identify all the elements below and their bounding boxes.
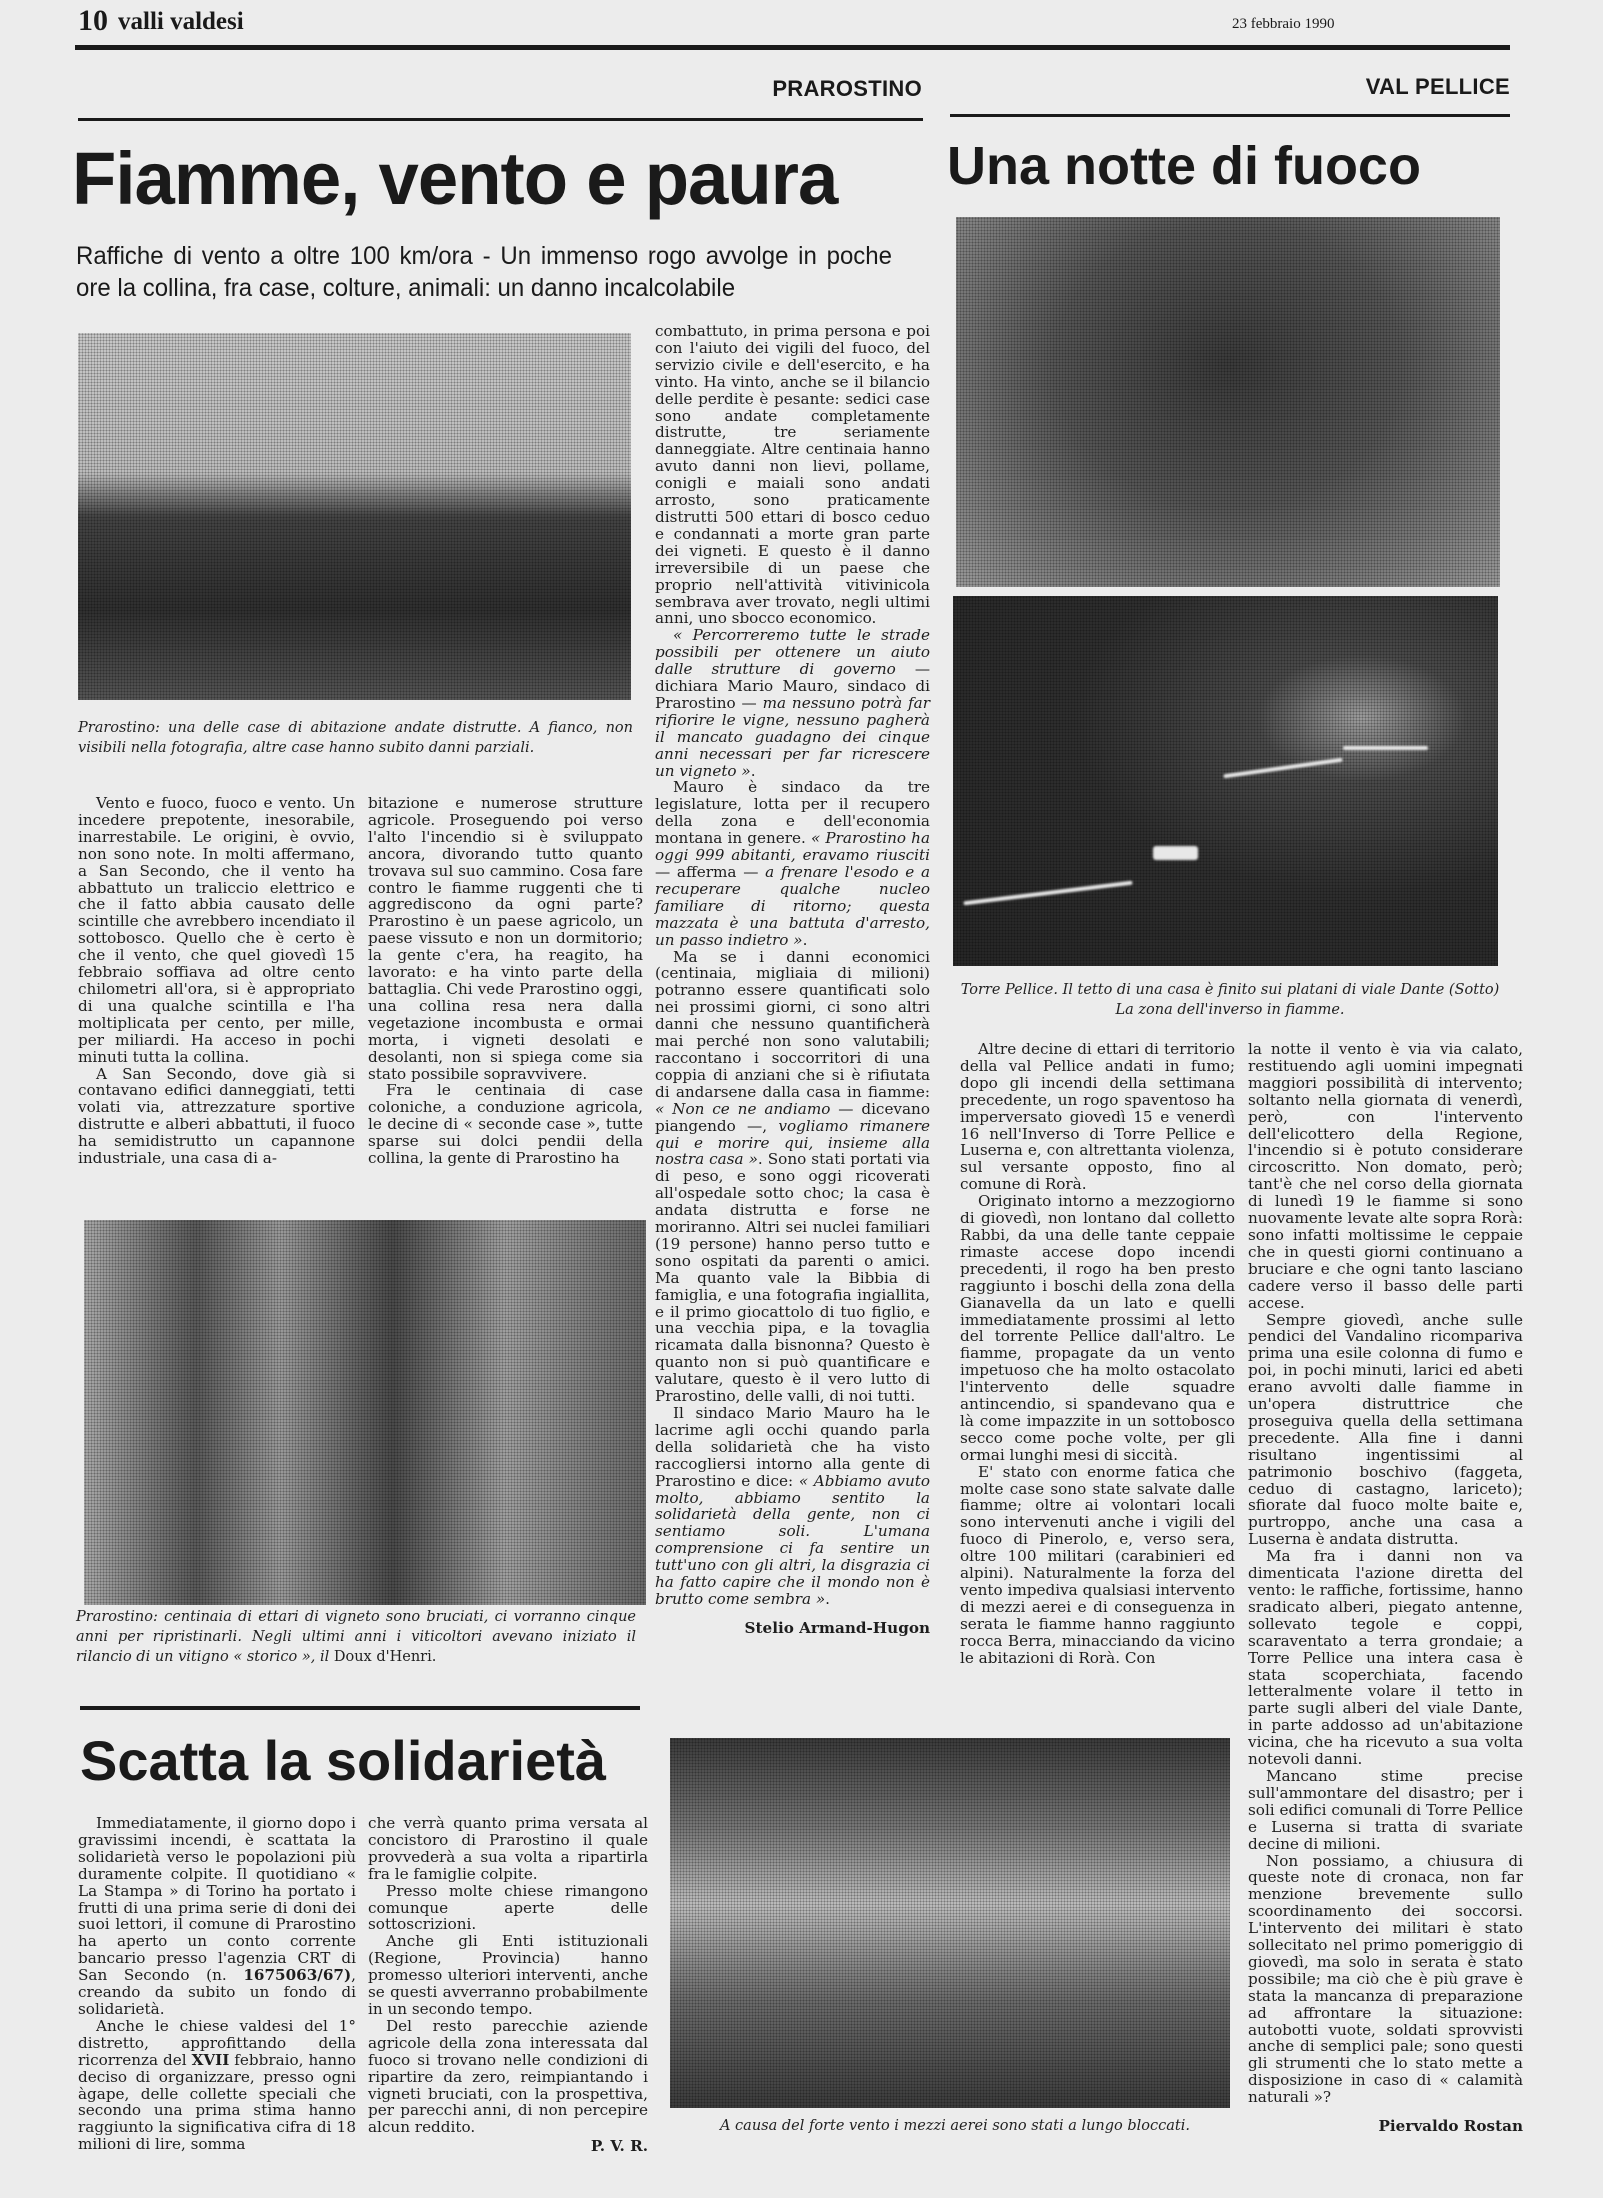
paragraph: Presso molte chiese rimangono comunque aperte delle sottoscrizioni.: [368, 1881, 648, 1934]
paragraph: che verrà quanto prima versata al concistoro di Prarostino il quale provvederà a sua volta a ripartirla fra le famiglie colpite.: [368, 1814, 648, 1883]
quote: a frenare l'esodo e a recuperare qualche nucleo familiare di ritorno; questa mazzata è una battuta d'arresto, un passo indietro »: [655, 863, 930, 949]
text: Il sindaco Mario Mauro ha le lacrime agli occhi quando parla della solidarietà che ha visto raccogliersi intorno alla gente di Prarostino e dice:: [655, 1404, 930, 1490]
text: — afferma —: [655, 863, 766, 881]
right-headline: Una notte di fuoco: [947, 136, 1421, 196]
right-article-column-2: [1248, 1041, 1523, 2135]
photo-roof-in-trees: [956, 217, 1500, 587]
section-rule-left: [78, 118, 923, 121]
main-subhead: Raffiche di vento a oltre 100 km/ora - Un immenso rogo avvolge in poche ore la collina, fra case, colture, animali: un danno incalcolabile: [76, 242, 892, 302]
text: Anche le chiese valdesi del 1° distretto, approfittando della ricorrenza del: [78, 2016, 356, 2069]
caption-vineyard: [76, 1607, 636, 1667]
paragraph: Non possiamo, a chiusura di queste note di cronaca, non far menzione brevemente sullo scoordinamento dei soccorsi. L'intervento dei militari è stato sollecitato nel primo pomeriggio di giovedì, ma solo in serata è stato possibile; ma ciò che è più grave è stata la mancanza di preparazione ad affrontare la situazione: autobotti vuote, soldati sprovvisti anche di semplici pale; sono questi gli strumenti che lo stato mette a disposizione in caso di « calamità naturali »?: [1248, 1851, 1523, 2107]
caption-destroyed-house: Prarostino: una delle case di abitazione andate distrutte. A fianco, non visibili nella fotografia, altre case hanno subito danni parziali.: [78, 720, 633, 756]
byline-pvr: P. V. R.: [590, 2137, 648, 2156]
text: .: [825, 1589, 830, 1608]
solidarity-column-1: [78, 1815, 356, 2153]
paragraph: [78, 2018, 356, 2153]
text: Immediatamente, il giorno dopo i gravissimi incendi, è scattata la solidarietà verso le popolazioni più duramente colpite. Il quotidiano « La Stampa » di Torino ha portato i frutti di una prima serie di doni dei suoi lettori, il comune di Prarostino ha aperto un conto corrente bancario presso l'agenzia CRT di San Secondo (n.: [78, 1814, 356, 1985]
paragraph: bitazione e numerose strutture agricole. Proseguendo poi verso l'alto l'incendio si è sviluppato ancora, divorando tutto quanto trovava sul suo cammino. Cosa fare contro le fiamme ruggenti che ti aggrediscono da ogni parte? Prarostino è un paese agricolo, un paese vissuto e non un dormitorio; la gente c'era, ha reagito, ha lavorato: e ha vinto parte della battaglia. Chi vede Prarostino oggi, una collina resa nera dalla vegetazione incombusta e ormai morta, i vigneti desolati e desolanti, non si spiega come sia stato possibile sopravvivere.: [368, 794, 643, 1083]
main-article-column-1: [78, 795, 355, 1167]
quote: « Percorreremo tutte le strade possibili per ottenere un aiuto dalle strutture di governo: [655, 626, 930, 679]
paragraph: [655, 1405, 930, 1608]
photo-smoke-hills: [670, 1738, 1230, 2108]
text: — dicevano piangendo —,: [655, 1099, 930, 1135]
masthead-rule: [75, 45, 1510, 50]
photo-burned-vineyard: [84, 1220, 646, 1605]
section-label-prarostino: PRAROSTINO: [772, 76, 922, 101]
paragraph: Originato intorno a mezzogiorno di giovedì, non lontano dal colletto Rabbi, da una delle tante ceppaie rimaste accese dopo incendi precedenti, il rogo ha ben presto raggiunto i boschi della zona della Gianavella da un lato e quelli immediatamente prossimi al letto del torrente Pellice dall'altro. Le fiamme, propagate da un vento impetuoso che ha molto ostacolato l'intervento delle squadre antincendio, si spandevano qua e là come impazzite in un sottobosco secco come poche volte, per gli ormai lunghi mesi di siccità.: [960, 1192, 1235, 1464]
text-bold: XVII: [191, 2050, 230, 2069]
text: , creando da subito un fondo di solidarietà.: [78, 1966, 356, 2018]
text: febbraio, hanno deciso di organizzare, presso ogni àgape, delle collette speciali che secondo una prima stima hanno raggiunto la significativa cifra di 18 milioni di lire, somma: [78, 2050, 356, 2154]
paragraph: A San Secondo, dove già si contavano edifici danneggiati, tetti volati via, attrezzature sportive distrutte e alberi abbattuti, il fuoco ha semidistrutto un capannone industriale, una casa di a-: [78, 1064, 355, 1168]
section-rule-right: [950, 114, 1510, 117]
paragraph: Altre decine di ettari di territorio della val Pellice andati in fumo; dopo gli incendi della settimana precedente, un rogo spaventoso ha imperversato giovedì 15 e venerdì 16 nell'Inverso di Torre Pellice e Luserna e, con altrettanta violenza, sul versante opposto, fino al comune di Rorà.: [960, 1040, 1235, 1194]
paragraph: Ma fra i danni non va dimenticata l'azione diretta del vento: le raffiche, fortissime, hanno sradicato alberi, piegato antenne, sollevato tegole e coppi, scaraventato a terra grondaie; a Torre Pellice una intera casa è stata scoperchiata, facendo letteralmente volare il tetto in parte sugli alberi del viale Dante, in parte addosso ad un'abitazione vicina, che ha ricevuto a sua volta notevoli danni.: [1248, 1547, 1523, 1769]
paragraph: [655, 949, 930, 1405]
paragraph: Mancano stime precise sull'ammontare del disastro; per i soli edifici comunali di Torre Pellice e Luserna si tratta di svariate decine di milioni.: [1248, 1766, 1524, 1853]
text: Mauro è sindaco da tre legislature, lotta per il recupero della zona e dell'economia montana in genere.: [655, 778, 930, 848]
photo-night-fire: [953, 596, 1498, 966]
text: . Sono stati portati via di peso, e sono oggi ricoverati all'ospedale sotto choc; la casa è andata distrutta e forse ne moriranno. Altri sei nuclei familiari (19 persone) hanno perso tutto e sono ospitati da parenti o amici. Ma quanto vale la Bibbia di famiglia, e una fotografia ingiallita, e il primo giocattolo di tuo figlio, e una vecchia pipa, e la tovaglia ricamata dalla bisnonna? Questo è quanto non si può quantificare e valutare, questo è il vero lutto di Prarostino, delle valli, di noi tutti.: [655, 1150, 930, 1406]
quote: « Non ce ne andiamo: [655, 1099, 831, 1118]
quote: « Prarostino ha oggi 999 abitanti, eravamo riusciti: [655, 829, 931, 865]
paragraph: [78, 1815, 356, 2018]
solidarity-headline: Scatta la solidarietà: [80, 1729, 607, 1792]
issue-date: 23 febbraio 1990: [1232, 16, 1335, 32]
paragraph: Vento e fuoco, fuoco e vento. Un incedere prepotente, inesorabile, inarrestabile. Le origini, è ovvio, non sono note. In molti affermano, a San Secondo, che il vento ha abbattuto un traliccio elettrico e che il fatto abbia causato delle scintille che avrebbero incendiato il sottobosco. Quello che è certo è che il vento, che quel giovedì 15 febbraio soffiava ad oltre cento chilometri all'ora, si è appropriato di una qualche scintilla e l'ha moltiplicata per cento, per mille, per miliardi. Ha acceso in pochi minuti tutta la collina.: [78, 794, 355, 1066]
caption-torre-pellice: Torre Pellice. Il tetto di una casa è finito sui platani di viale Dante (Sotto) La zona dell'inverso in fiamme.: [960, 982, 1500, 1018]
paragraph: Fra le centinaia di case coloniche, a conduzione agricola, le decine di « seconde case », tutte sparse sui dolci pendii della collina, la gente di Prarostino ha: [368, 1081, 643, 1168]
right-article-column-1: [960, 1041, 1235, 1667]
paragraph: Sempre giovedì, anche sulle pendici del Vandalino ricompariva prima una esile colonna di fumo e poi, in pochi minuti, larici ed abeti erano avvolti dalle fiamme in un'opera distruttrice che proseguiva quella della settimana precedente. Alla fine i danni risultano ingentissimi al patrimonio boschivo (faggeta, ceduo di castagno, lariceto); sfiorate dal fuoco molte baite e, purtroppo, anche una casa a Luserna è andata distrutta.: [1248, 1310, 1523, 1549]
text: .: [750, 761, 756, 780]
caption-air-means: A causa del forte vento i mezzi aerei sono stati a lungo bloccati.: [719, 2118, 1191, 2134]
text: .: [802, 930, 808, 949]
byline-armand-hugon: Stelio Armand-Hugon: [744, 1618, 930, 1637]
solidarity-rule: [80, 1706, 640, 1710]
main-article-column-2: [368, 795, 643, 1167]
main-headline: Fiamme, vento e paura: [72, 137, 838, 220]
paragraph: E' stato con enorme fatica che molte case sono state salvate dalle fiamme; oltre ai volontari locali sono intervenuti anche i vigili del fuoco di Pinerolo, e, verso sera, oltre 100 militari (carabinieri ed alpini). Naturalmente la forza del vento impediva qualsiasi intervento di mezzi aerei e di conseguenza in serata le fiamme hanno raggiunto rocca Berra, minacciando da vicino le abitazioni di Rorà. Con: [960, 1462, 1235, 1667]
bank-account-number: 1675063/67): [243, 1966, 352, 1985]
caption-vineyard-italic: Prarostino: centinaia di ettari di vigneto sono bruciati, ci vorranno cinque anni per ripristinarli. Negli ultimi anni i viticoltori avevano iniziato il rilancio di un vitigno « storico », il: [76, 1609, 636, 1665]
paragraph: Del resto parecchie aziende agricole della zona interessata dal fuoco si trovano nelle condizioni di ripartire da zero, reimpiantando i vigneti bruciati, con la prospettiva, per parecchi anni, di non percepire alcun reddito.: [368, 2016, 648, 2137]
main-article-column-3: [655, 323, 930, 1637]
caption-vineyard-roman: Doux d'Henri.: [329, 1649, 437, 1665]
photo-destroyed-house: [78, 333, 631, 700]
byline-rostan: Piervaldo Rostan: [1378, 2117, 1523, 2136]
paragraph: [655, 779, 930, 948]
solidarity-column-2: [368, 1815, 648, 2155]
fire-glow: [1343, 746, 1428, 750]
publication-name: valli valdesi: [118, 8, 244, 35]
fire-glow: [1153, 846, 1198, 860]
paragraph: la notte il vento è via via calato, restituendo agli uomini impegnati maggiori possibilità di intervento; soltanto nella giornata di venerdì, però, con l'intervento dell'elicottero della Regione, l'incendio si è potuto considerare circoscritto. Non domato, però; tant'è che nel corso della giornata di lunedì 19 le fiamme si sono nuovamente levate alte sopra Rorà: sono infatti moltissime le ceppaie che in questi giorni continuano a bruciare e che ogni tanto lasciano cadere verso il basso delle parti accese.: [1248, 1040, 1523, 1312]
page-number: 10: [78, 4, 108, 37]
quote: vogliamo rimanere qui e morire qui, insieme alla nostra casa »: [655, 1116, 930, 1169]
section-label-val-pellice: VAL PELLICE: [1365, 74, 1510, 99]
paragraph: [655, 627, 930, 779]
quote: ma nessuno potrà far rifiorire le vigne, nessuno pagherà il mancato guadagno dei cinque anni necessari per far ricrescere un vigneto »: [655, 693, 930, 780]
quote: « Abbiamo avuto molto, abbiamo sentito la solidarietà della gente, non ci sentiamo soli. L'umana comprensione ci fa sentire un tutt'uno con gli altri, la disgrazia ci ha fatto capire che il mondo non è brutto come sembra »: [655, 1471, 931, 1608]
paragraph: Anche gli Enti istituzionali (Regione, Provincia) hanno promesso ulteriori interventi, anche se questi avverranno probabilmente in un secondo tempo.: [368, 1932, 648, 2018]
text: — dichiara Mario Mauro, sindaco di Prarostino —: [655, 660, 931, 712]
paragraph: combattuto, in prima persona e poi con l'aiuto dei vigili del fuoco, del servizio civile e dell'esercito, e ha vinto. Ha vinto, anche se il bilancio delle perdite è pesante: sedici case sono andate completamente distrutte, tre seriamente danneggiate. Altre centinaia hanno avuto danni non lievi, pollame, conigli e maiali sono andati arrosto, sono praticamente distrutti 500 ettari di bosco ceduo e condannati a morte gran parte dei vigneti. E questo è il danno irreversibile di un paese che proprio nell'attività vitivinicola sembrava aver trovato, negli ultimi anni, uno sbocco economico.: [655, 322, 930, 628]
text: Ma se i danni economici (centinaia, migliaia di milioni) potranno essere quantificati solo nei prossimi giorni, ci sono altri danni che nessuno quantificherà mai perché non sono valutabili; raccontano i soccorritori di una coppia di anziani che si è rifiutata di andarsene dalla casa in fiamme:: [655, 947, 930, 1101]
